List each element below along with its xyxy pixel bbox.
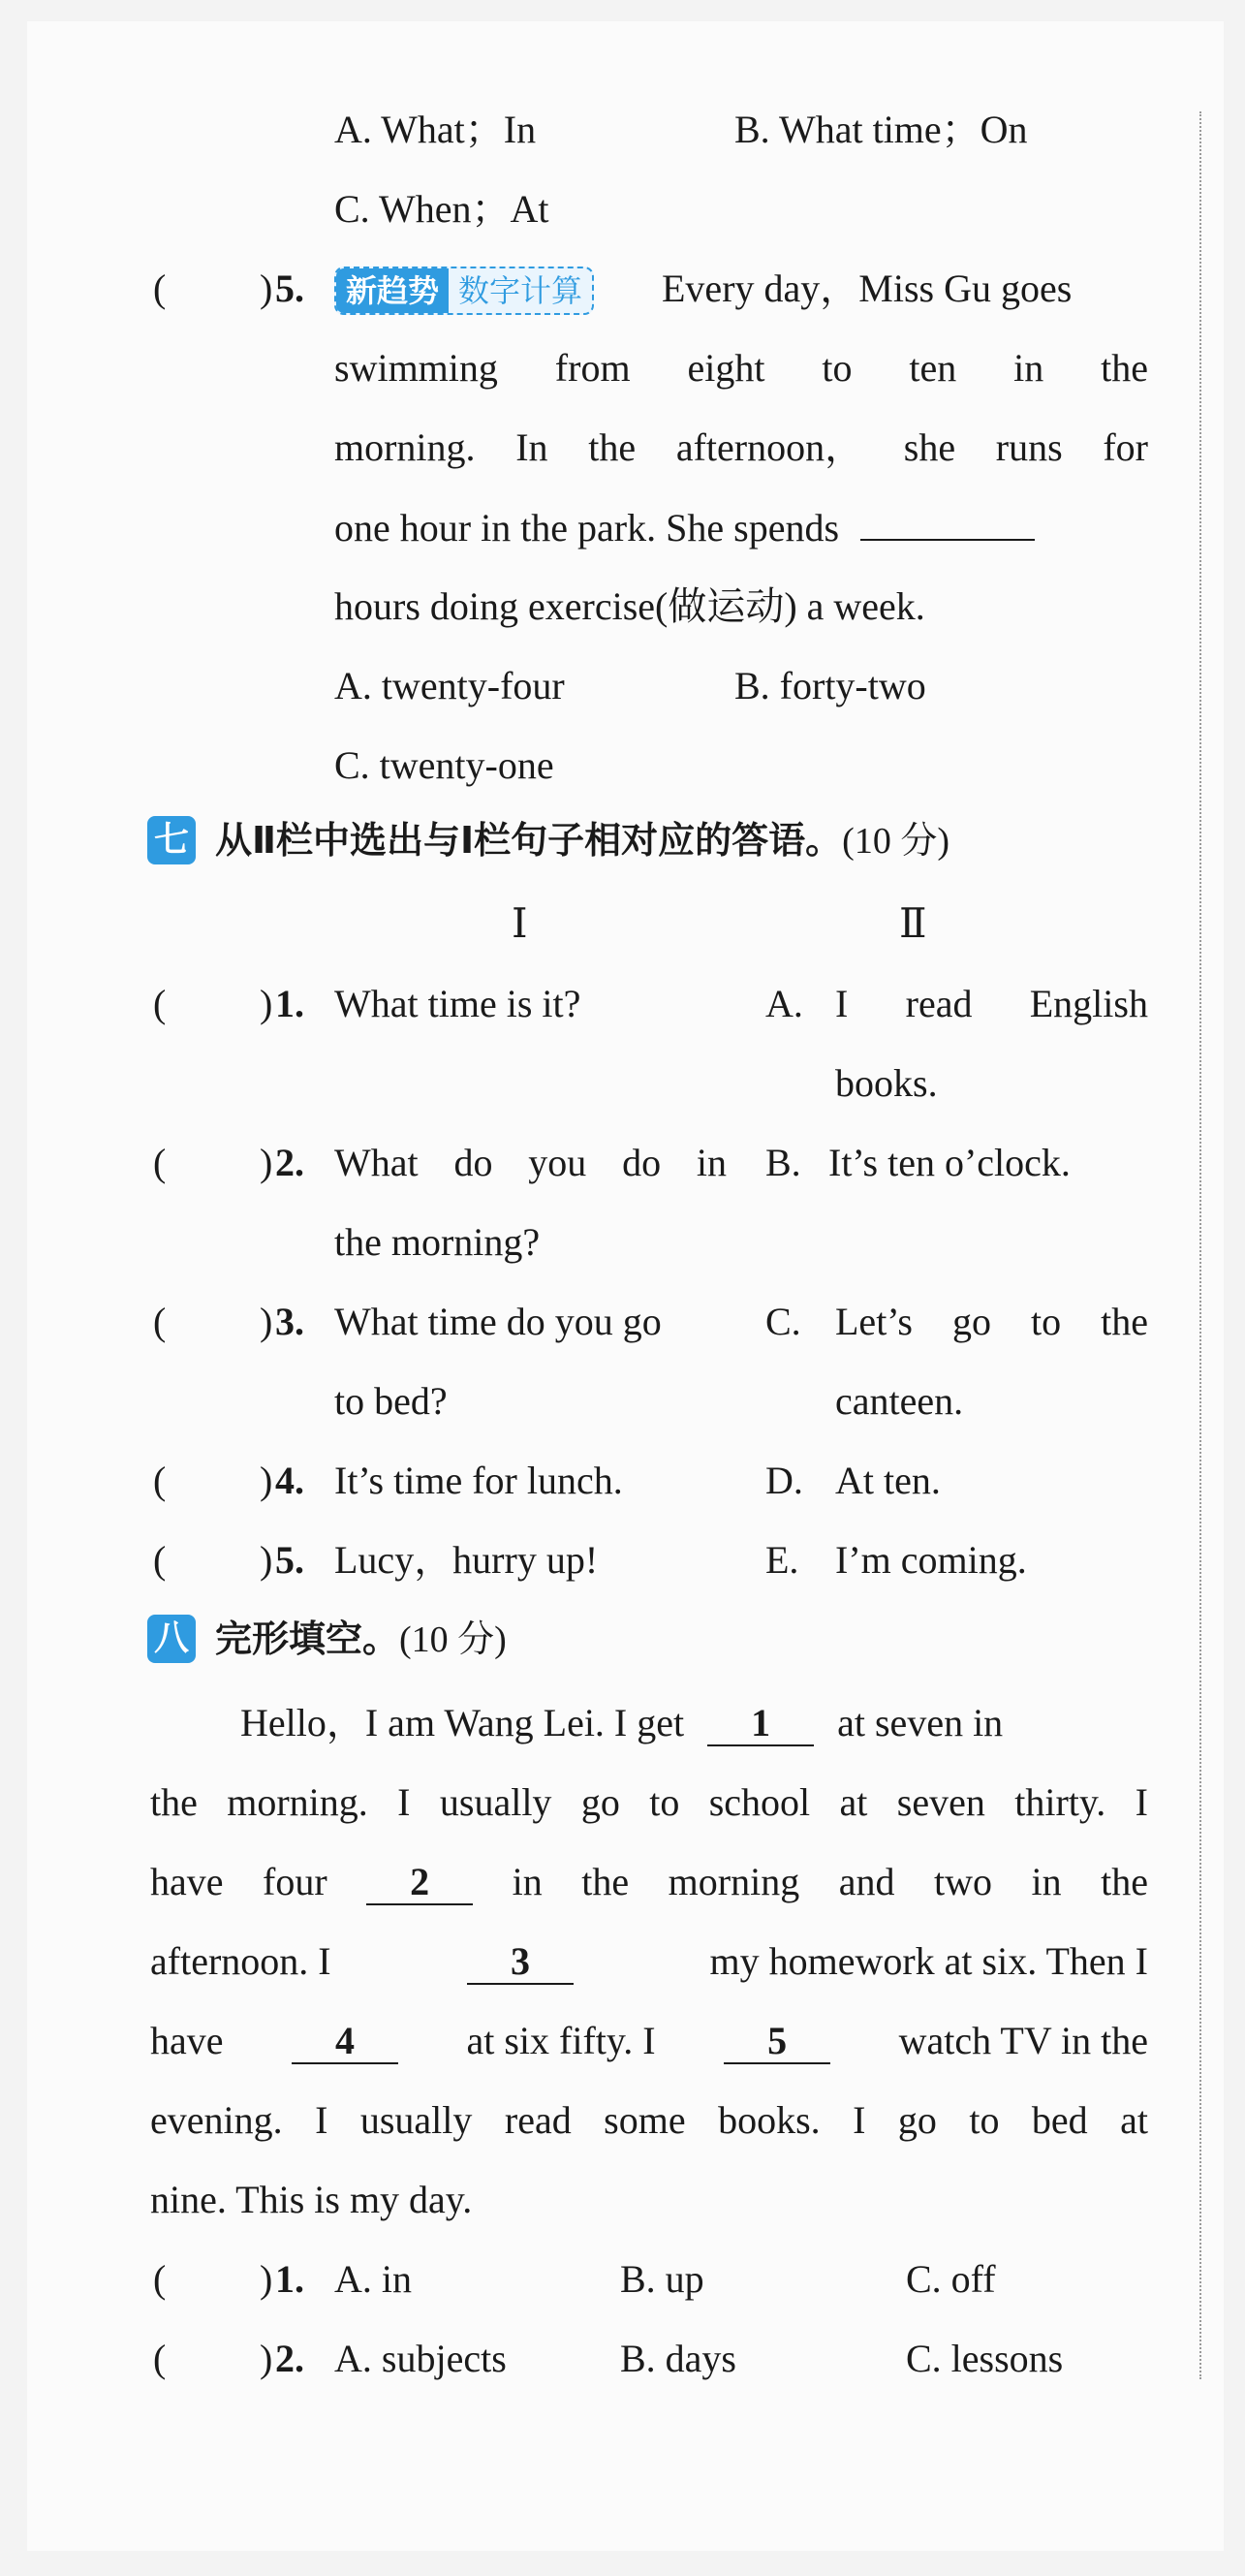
s7-q3-text-line1: What time do you go xyxy=(334,1300,662,1343)
s7-q3-paren-close: ) xyxy=(260,1300,273,1343)
s7-answer-b-letter: B. xyxy=(765,1141,801,1184)
badge-label: 数字计算 xyxy=(458,272,583,309)
s7-answer-d-letter: D. xyxy=(765,1459,803,1502)
cloze-blank-5[interactable]: 5 xyxy=(724,2020,830,2064)
s7-q1-text: What time is it? xyxy=(334,982,581,1025)
badge-tag: 新趋势 xyxy=(336,268,449,313)
s7-answer-e-letter: E. xyxy=(765,1538,799,1582)
passage-line2: the morning. I usually go to school at seven thirty. I xyxy=(150,1780,1148,1824)
s8-q2-paren-close: ) xyxy=(260,2337,273,2380)
s8-q1-option-c: C. off xyxy=(906,2257,996,2301)
s7-answer-b-text: It’s ten o’clock. xyxy=(828,1141,1071,1184)
s7-answer-d-text: At ten. xyxy=(835,1459,941,1502)
cloze-blank-1[interactable]: 1 xyxy=(707,1702,814,1746)
q5-option-a: A. twenty-four xyxy=(334,664,565,707)
s7-q5-number: 5. xyxy=(275,1538,304,1582)
column-2-header: Ⅱ xyxy=(899,902,927,947)
q5-answer-blank[interactable] xyxy=(860,504,1035,541)
dotted-margin-line xyxy=(1199,111,1201,2379)
passage-line1: Hello，I am Wang Lei. I get 1 at seven in xyxy=(240,1701,1004,1744)
s7-answer-c-line1: Let’s go to the xyxy=(835,1300,1148,1343)
passage-line7: nine. This is my day. xyxy=(150,2178,473,2221)
column-1-header: Ⅰ xyxy=(512,902,528,947)
s7-q2-number: 2. xyxy=(275,1141,304,1184)
s7-q4-paren-close: ) xyxy=(260,1459,273,1502)
q4-option-a: A. What；In xyxy=(334,108,537,151)
section8-title: 完形填空。(10 分) xyxy=(215,1618,507,1660)
q5-line4: one hour in the park. She spends xyxy=(334,504,1035,551)
s8-q1-option-a: A. in xyxy=(334,2257,412,2301)
worksheet-page xyxy=(27,21,1224,2551)
s8-q2-option-c: C. lessons xyxy=(906,2337,1064,2380)
q5-line5: hours doing exercise(做运动) a week. xyxy=(334,584,925,628)
s7-q5-paren-open: ( xyxy=(153,1538,167,1582)
cloze-blank-3[interactable]: 3 xyxy=(467,1940,574,1985)
s7-q1-paren-open: ( xyxy=(153,982,167,1025)
s7-q2-paren-open: ( xyxy=(153,1141,167,1184)
section7-title: 从Ⅱ栏中选出与Ⅰ栏句子相对应的答语。(10 分) xyxy=(215,819,949,862)
new-trend-badge xyxy=(334,267,594,315)
q5-paren-close: ) xyxy=(260,267,273,310)
s8-q2-option-a: A. subjects xyxy=(334,2337,507,2380)
s8-q1-option-b: B. up xyxy=(620,2257,704,2301)
section7-icon: 七 xyxy=(147,816,196,864)
q5-line3: morning. In the afternoon， she runs for xyxy=(334,425,1148,469)
s7-q3-paren-open: ( xyxy=(153,1300,167,1343)
q4-option-b: B. What time；On xyxy=(734,108,1028,151)
s8-q1-paren-open: ( xyxy=(153,2257,167,2301)
s7-q2-paren-close: ) xyxy=(260,1141,273,1184)
s7-q1-paren-close: ) xyxy=(260,982,273,1025)
passage-line3: have four 2 in the morning and two in the xyxy=(150,1860,1148,1903)
s7-answer-e-text: I’m coming. xyxy=(835,1538,1027,1582)
passage-line6: evening. I usually read some books. I go to bed at xyxy=(150,2098,1148,2142)
s7-q4-paren-open: ( xyxy=(153,1459,167,1502)
s8-q2-option-b: B. days xyxy=(620,2337,736,2380)
s7-q3-text-line2: to bed? xyxy=(334,1379,448,1423)
s8-q2-paren-open: ( xyxy=(153,2337,167,2380)
s7-q4-text: It’s time for lunch. xyxy=(334,1459,623,1502)
q5-line2: swimming from eight to ten in the xyxy=(334,346,1148,390)
q4-option-c: C. When；At xyxy=(334,187,549,231)
q5-option-b: B. forty-two xyxy=(734,664,926,707)
q5-line1: Every day，Miss Gu goes xyxy=(662,267,1073,310)
s7-answer-a-letter: A. xyxy=(765,982,803,1025)
s7-answer-c-letter: C. xyxy=(765,1300,801,1343)
q5-paren-open: ( xyxy=(153,267,167,310)
cloze-blank-4[interactable]: 4 xyxy=(292,2020,398,2064)
section8-icon: 八 xyxy=(147,1615,196,1663)
cloze-blank-2[interactable]: 2 xyxy=(366,1861,473,1905)
s7-answer-c-line2: canteen. xyxy=(835,1379,964,1423)
s7-answer-a-line1: I read English xyxy=(835,982,1148,1025)
s8-q1-number: 1. xyxy=(275,2257,304,2301)
s8-q2-number: 2. xyxy=(275,2337,304,2380)
s7-q5-text: Lucy，hurry up! xyxy=(334,1538,599,1582)
q5-number: 5. xyxy=(275,267,304,310)
passage-line5: have 4 at six fifty. I 5 watch TV in the xyxy=(150,2019,1148,2062)
s7-answer-a-line2: books. xyxy=(835,1061,938,1105)
q5-option-c: C. twenty-one xyxy=(334,743,554,787)
s7-q4-number: 4. xyxy=(275,1459,304,1502)
s7-q1-number: 1. xyxy=(275,982,304,1025)
s7-q3-number: 3. xyxy=(275,1300,304,1343)
s7-q5-paren-close: ) xyxy=(260,1538,273,1582)
passage-line4: afternoon. I 3 my homework at six. Then I xyxy=(150,1939,1148,1983)
s7-q2-text-line1: What do you do in xyxy=(334,1141,727,1184)
s8-q1-paren-close: ) xyxy=(260,2257,273,2301)
s7-q2-text-line2: the morning? xyxy=(334,1220,541,1264)
